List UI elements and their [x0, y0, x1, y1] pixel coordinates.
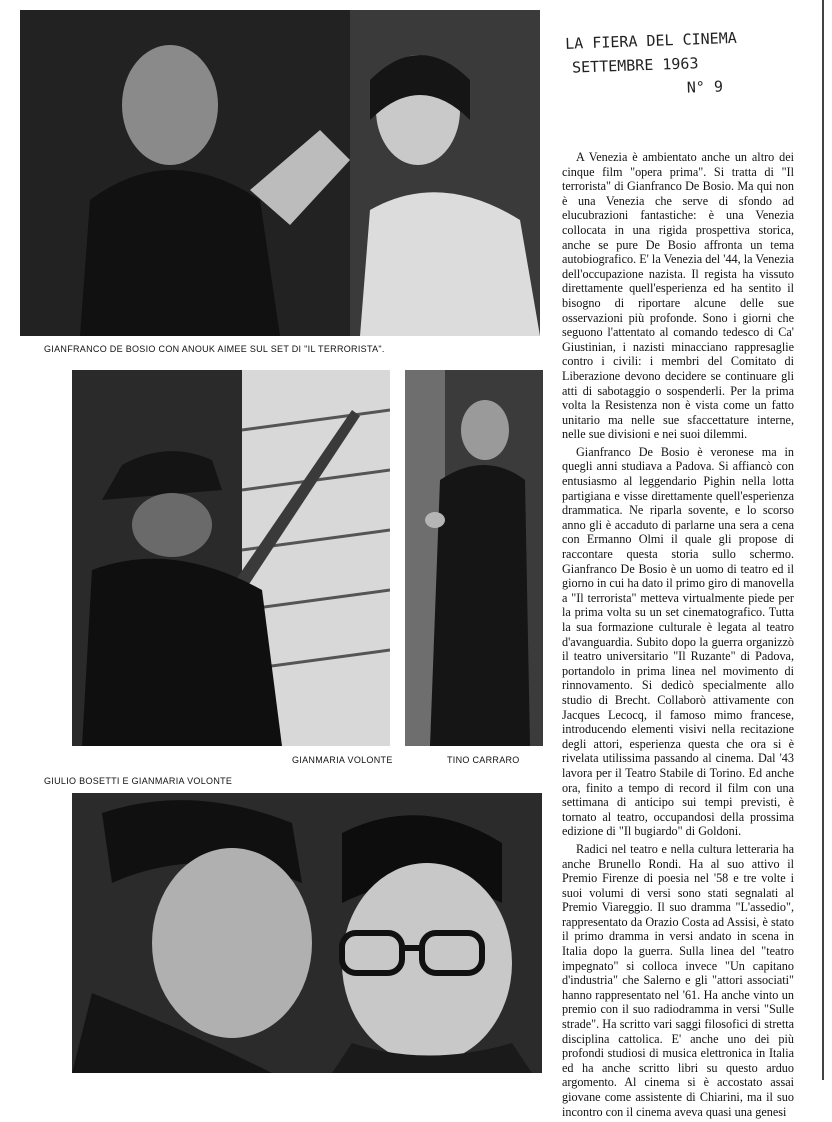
note-line-2: SETTEMBRE 1963 [571, 54, 699, 77]
photo-carraro [405, 370, 543, 746]
handwritten-note [565, 24, 787, 104]
note-line-3: N° 9 [686, 77, 724, 97]
note-line-1: LA FIERA DEL CINEMA [564, 28, 738, 53]
article-paragraph-1: A Venezia è ambientato anche un altro dei cinque film "opera prima". Si tratta di "Il terrorista" di Gianfranco De Bosio. Ma qui non è una Venezia che serve di sfondo ad elucubrazioni fantastiche: è una Venezia collocata in una rigida prospettiva storica, anche se pure De Bosio affronta un tema autobiografico. E' la Venezia del '44, la Venezia dell'occupazione nazista. Il regista ha vissuto direttamente quell'esperienza ed ha sentito il bisogno di riportare alcune delle sue osservazioni più profonde. Sono i giorni che seguono l'attentato al comando tedesco di Ca' Giustinian, i nazisti minacciano rappresaglie contro i civili: i membri del Comitato di Liberazione devono decidere se continuare gli atti di sabotaggio o sospenderli. Per la prima volta la Resistenza non è vista come un fatto unitario ma nelle sue sfaccettature interne, nelle sue divisioni e nei suoi dilemmi. [562, 150, 794, 442]
photo-de-bosio-aimee [20, 10, 540, 336]
caption-photo-1: GIANFRANCO DE BOSIO CON ANOUK AIMEE SUL SET DI "IL TERRORISTA". [44, 344, 385, 354]
photo-volonte-rifle [72, 370, 390, 746]
article-text [562, 150, 794, 1122]
article-paragraph-2: Gianfranco De Bosio è veronese ma in quegli anni studiava a Padova. Si affiancò con entusiasmo al leggendario Pighin nella lotta partigiana e visse direttamente quell'esperienza drammatica. Ne riparla sovente, e lo scorso anno gli è accaduto di parlarne una sera a cena con Ermanno Olmi il quale gli propose di raccontare questa storia sullo schermo. Gianfranco De Bosio è un uomo di teatro ed il giorno in cui ha dato il primo giro di manovella a "Il terrorista" metteva virtualmente piede per la prima volta su un set cinematografico. Tutta la sua formazione culturale è legata al teatro d'avanguardia. Subito dopo la guerra organizzò il teatro universitario "Il Ruzante" di Padova, portandolo in prima linea nel movimento di rinnovamento. Si dedicò specialmente allo studio di Brecht. Collaborò attivamente con Jacques Lecocq, il famoso mimo francese, introducendo elementi visivi nella recitazione degli attori, esperienza questa che ora si è rivelata utilissima passando al cinema. Dal '43 lavora per il Teatro Stabile di Torino. Ed anche ora, finito a tempo di record il film con una settimana di anticipo sui tempi previsti, è tornato al teatro, occupandosi della prossima edizione di "Il bugiardo" di Goldoni. [562, 444, 794, 839]
photo-bosetti-volonte [72, 793, 542, 1073]
scan-edge-line [822, 0, 824, 1080]
caption-photo-3: TINO CARRARO [447, 755, 520, 765]
caption-photo-2: GIANMARIA VOLONTE [292, 755, 393, 765]
article-paragraph-3: Radici nel teatro e nella cultura letteraria ha anche Brunello Rondi. Ha al suo attivo il Premio Firenze di poesia nel '58 e tre volte i suoi volumi di versi sono stati segnalati al Premio Viareggio. Il suo dramma "L'assedio", rappresentato da Orazio Costa ad Assisi, è stato il primo dramma in versi andato in scena in Italia dopo la guerra. Sulla linea del "teatro impegnato" si colloca invece "Un capitano d'industria" che Salerno e gli "attori associati" hanno rappresentato nel '61. Ha anche vinto un premio con il suo radiodramma in versi "Sulle strade". Ha scritto vari saggi filosofici di stretta disciplina cattolica. E' anche uno dei più profondi studiosi di musica elettronica in Italia ed ha anche scritto libri su questo arduo argomento. Al cinema si è accostato assai giovane come assistente di Chiarini, ma il suo incontro con il cinema aveva quasi una genesi [562, 841, 794, 1119]
caption-photo-4: GIULIO BOSETTI E GIANMARIA VOLONTE [44, 776, 233, 786]
